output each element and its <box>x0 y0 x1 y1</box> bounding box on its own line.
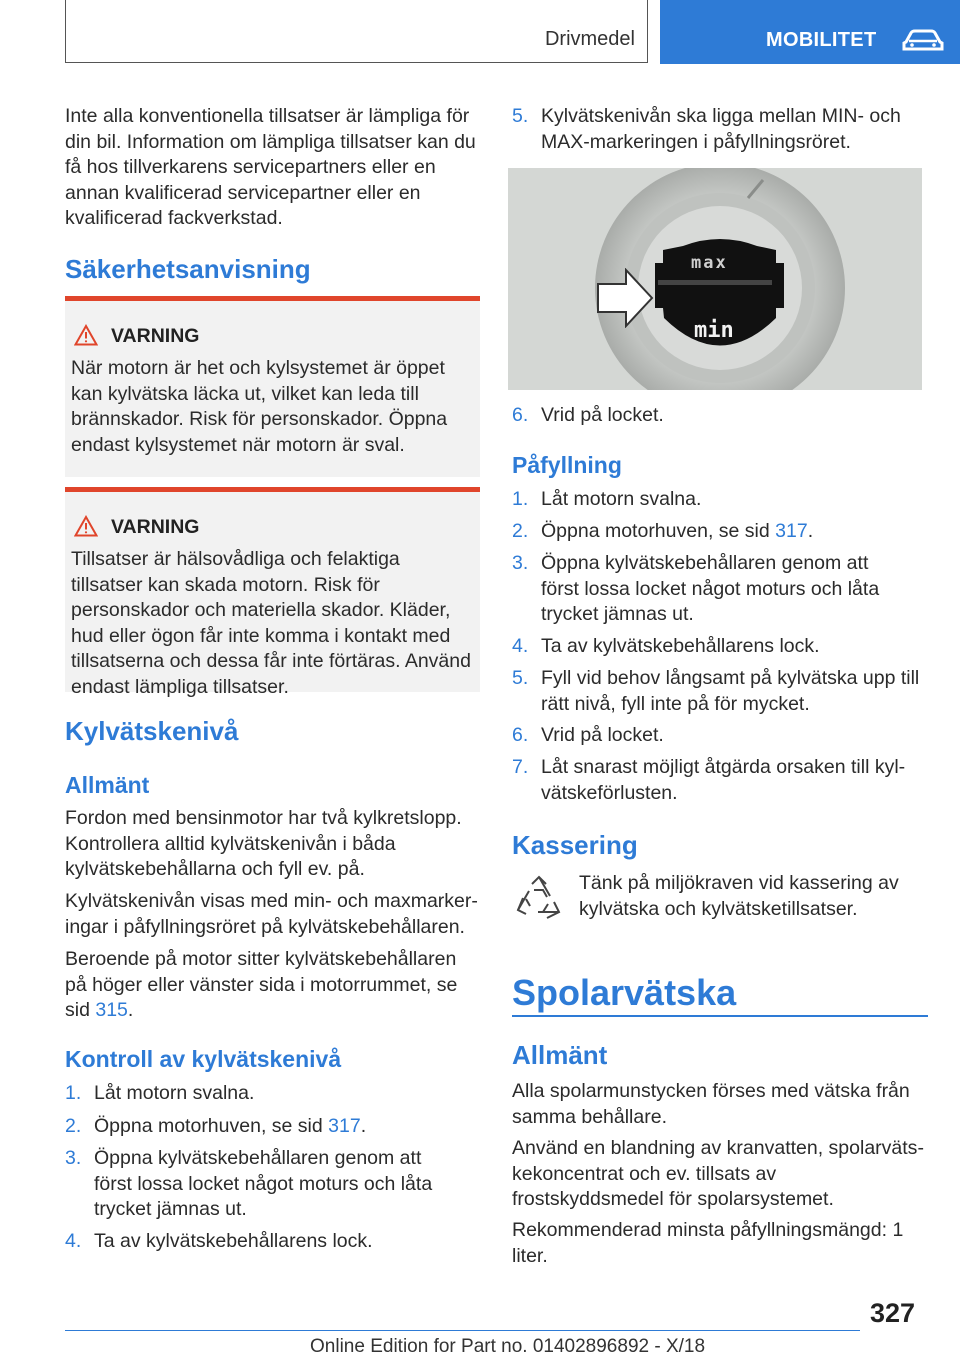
washer-paragraph-2: Använd en blandning av kranvatten, spolarvätskekoncentrat och ev. tillsats av frostskyddsmedel för spolarsystemet. <box>512 1137 924 1210</box>
page-link[interactable]: 317 <box>328 1115 361 1137</box>
header-frame <box>65 0 648 63</box>
arrow-icon <box>596 268 654 333</box>
step-text: Kylvätskenivån ska ligga mellan MIN- och MAX-markeringen i påfyllningsröret. <box>541 105 901 153</box>
step-number: 1. <box>65 1082 82 1104</box>
page-number: 327 <box>870 1298 916 1328</box>
disposal-text: Tänk på miljökraven vid kassering av kylvätska och kylvätsketillsatser. <box>579 872 899 920</box>
step-text: Fyll vid behov långsamt på kylvätska upp till rätt nivå, fyll inte på för mycket. <box>541 667 920 715</box>
step-number: 7. <box>512 756 529 778</box>
warning-triangle-icon <box>74 324 98 351</box>
page-link[interactable]: 315 <box>95 999 128 1021</box>
warning-triangle-icon <box>74 515 98 542</box>
step-number: 6. <box>512 724 529 746</box>
step-text: Ta av kylvätskebehållarens lock. <box>94 1230 373 1252</box>
edition-note: Online Edition for Part no. 01402896892 - X/18 <box>310 1336 706 1357</box>
intro-paragraph: Inte alla konventionella tillsatser är lämpliga för din bil. Information om lämpliga tillsatser kan du få hos tillverkarens servicepartners eller en annan kvalificerad servicepartner eller en kvalificerad fackverkstad. <box>65 105 476 229</box>
footer-rule <box>65 1330 860 1331</box>
step-text: Låt snarast möjligt åtgärda orsaken till kylvätskeförlusten. <box>541 756 906 804</box>
paragraph-text: Beroende på motor sitter kylvätskebehållaren på höger eller vänster sida i motorrummet, se sid <box>65 948 458 1021</box>
step-text: Ta av kylvätskebehållarens lock. <box>541 635 820 657</box>
refill-heading: Påfyllning <box>512 452 622 478</box>
section-divider <box>512 1015 928 1017</box>
coolant-level-heading: Kylvätskenivå <box>65 716 239 746</box>
washer-paragraph-1: Alla spolarmunstycken förses med vätska från samma behållare. <box>512 1080 910 1128</box>
washer-fluid-title: Spolarvätska <box>512 972 737 1013</box>
safety-heading: Säkerhetsanvisning <box>65 254 311 284</box>
step-number: 3. <box>512 552 529 574</box>
step-number: 6. <box>512 404 529 426</box>
step-number: 2. <box>512 520 529 542</box>
page-link[interactable]: 317 <box>775 520 808 542</box>
warning-box-1 <box>65 296 480 477</box>
recycle-icon <box>514 874 564 929</box>
step-text: Låt motorn svalna. <box>94 1082 255 1104</box>
step-number: 4. <box>65 1230 82 1252</box>
coolant-level-photo <box>508 168 922 390</box>
washer-paragraph-3: Rekommenderad minsta påfyllningsmängd: 1 liter. <box>512 1219 904 1267</box>
step-text: Öppna motorhuven, se sid <box>541 520 776 542</box>
warning-title: VARNING <box>111 325 200 347</box>
min-marking: min <box>694 318 734 343</box>
step-text: . <box>360 1115 367 1137</box>
step-number: 4. <box>512 635 529 657</box>
general-paragraph-2: Kylvätskenivån visas med min- och maxmarkeringar i påfyllningsröret på kylvätskebehållaren. <box>65 890 478 938</box>
general-paragraph-3 <box>65 947 480 1024</box>
step-text: Öppna motorhuven, se sid <box>94 1115 329 1137</box>
general-paragraph-1: Fordon med bensinmotor har två kylkretslopp. Kontrollera alltid kylvätskenivån i båda kylvätskebehållarna och fyll ev. på. <box>65 807 462 880</box>
warning-text: Tillsatser är hälsovådliga och felaktiga tillsatser kan skada motorn. Risk för personskador och materiella skador. Kläder, hud eller ögon får inte komma i kontakt med tillsatserna och dessa får inte förtäras. Använd endast lämpliga tillsatser. <box>71 548 471 698</box>
disposal-heading: Kassering <box>512 830 638 860</box>
step-number: 5. <box>512 105 529 127</box>
step-number: 3. <box>65 1147 82 1169</box>
general-heading: Allmänt <box>65 772 150 798</box>
step-number: 1. <box>512 488 529 510</box>
step-text: Vrid på locket. <box>541 724 664 746</box>
step-text: Vrid på locket. <box>541 404 664 426</box>
step-number: 5. <box>512 667 529 689</box>
max-marking: max <box>691 253 728 273</box>
warning-title: VARNING <box>111 516 200 538</box>
step-text-wrap <box>94 1114 366 1140</box>
warning-box-2 <box>65 487 480 698</box>
step-text: Öppna kylvätskebehållaren genom att först lossa locket något moturs och låta trycket jämnas ut. <box>541 552 880 625</box>
washer-general-heading: Allmänt <box>512 1040 608 1070</box>
section-title: Drivmedel <box>544 28 635 50</box>
step-text: Låt motorn svalna. <box>541 488 702 510</box>
warning-text: När motorn är het och kylsystemet är öppet kan kylvätska läcka ut, vilket kan leda till brännskador. Risk för personskador. Öppna endast kylsystemet när motorn är sval. <box>71 357 448 456</box>
car-icon <box>902 28 944 57</box>
chapter-tab[interactable] <box>660 0 960 64</box>
paragraph-text: . <box>127 999 134 1021</box>
chapter-label: MOBILITET <box>766 29 877 51</box>
step-number: 2. <box>65 1115 82 1137</box>
check-heading: Kontroll av kylvätskenivå <box>65 1046 342 1072</box>
step-text-wrap <box>541 519 813 545</box>
step-text: . <box>807 520 814 542</box>
step-text: Öppna kylvätskebehållaren genom att först lossa locket något moturs och låta trycket jämnas ut. <box>94 1147 433 1220</box>
